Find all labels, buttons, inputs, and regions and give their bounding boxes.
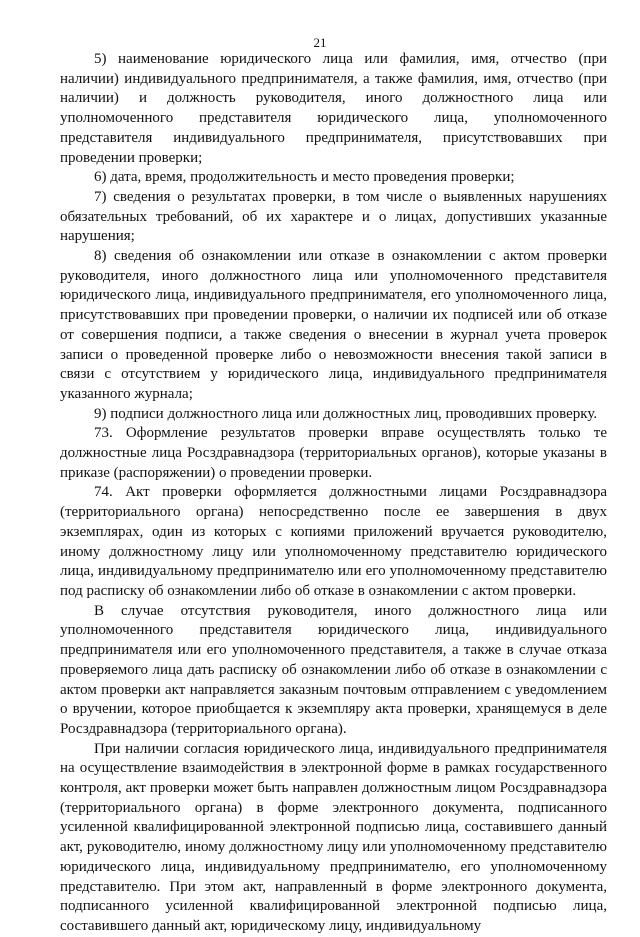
paragraph-item-7: 7) сведения о результатах проверки, в том числе о выявленных нарушениях обязательных требований, об их характере и о лицах, допустивших указанные нарушения;	[60, 188, 607, 245]
paragraph-electronic-form: При наличии согласия юридического лица, индивидуального предпринимателя на осуществление взаимодействия в электронной форме в рамках государственного контроля, акт проверки может быть направлен должностным лицом Росздравнадзора (территориального органа) в форме электронного документа, подписанного усиленной квалифицированной электронной подписью лица, составившего данный акт, руководителю, иному должностному лицу или уполномоченному представителю юридического лица, индивидуальному предпринимателю, его уполномоченному представителю. При этом акт, направленный в форме электронного документа, подписанного усиленной квалифицированной электронной подписью лица, составившего данный акт, юридическому лицу, индивидуальному	[60, 740, 607, 934]
page-number: 21	[313, 35, 327, 50]
paragraph-item-8: 8) сведения об ознакомлении или отказе в ознакомлении с актом проверки руководителя, иного должностного лица или уполномоченного представителя юридического лица, индивидуального предпринимателя, его уполномоченного лица, присутствовавших при проведении проверки, о наличии их подписей или об отказе от совершения подписи, а также сведения о внесении в журнал учета проверок записи о проведенной проверке либо о невозможности внесения такой записи в связи с отсутствием у юридического лица, индивидуального предпринимателя указанного журнала;	[60, 248, 607, 402]
paragraph-absence-case: В случае отсутствия руководителя, иного должностного лица или уполномоченного представителя юридического лица, индивидуального предпринимателя или его уполномоченного представителя, а также в случае отказа проверяемого лица дать расписку об ознакомлении либо об отказе в ознакомлении с актом проверки акт направляется заказным почтовым отправлением с уведомлением о вручении, которое приобщается к экземпляру акта проверки, хранящемуся в деле Росздравнадзора (территориального органа).	[60, 602, 607, 737]
paragraph-clause-74: 74. Акт проверки оформляется должностными лицами Росздравнадзора (территориального органа) непосредственно после ее завершения в двух экземплярах, один из которых с копиями приложений вручается руководителю, иному должностному лицу или уполномоченному представителю юридического лица, индивидуальному предпринимателю или его уполномоченному представителю под расписку об ознакомлении либо об отказе в ознакомлении с актом проверки.	[60, 484, 607, 599]
paragraph-item-5: 5) наименование юридического лица или фамилия, имя, отчество (при наличии) индивидуального предпринимателя, а также фамилия, имя, отчество (при наличии) и должность руководителя, иного должностного лица или уполномоченного представителя юридического лица, уполномоченного представителя индивидуального предпринимателя, присутствовавших при проведении проверки;	[60, 51, 607, 166]
paragraph-item-9: 9) подписи должностного лица или должностных лиц, проводивших проверку.	[94, 405, 598, 422]
paragraph-clause-73: 73. Оформление результатов проверки вправе осуществлять только те должностные лица Росздравнадзора (территориальных органов), которые указаны в приказе (распоряжении) о проведении проверки.	[60, 425, 607, 481]
document-body	[60, 50, 607, 937]
paragraph-item-6: 6) дата, время, продолжительность и место проведения проверки;	[94, 169, 515, 186]
